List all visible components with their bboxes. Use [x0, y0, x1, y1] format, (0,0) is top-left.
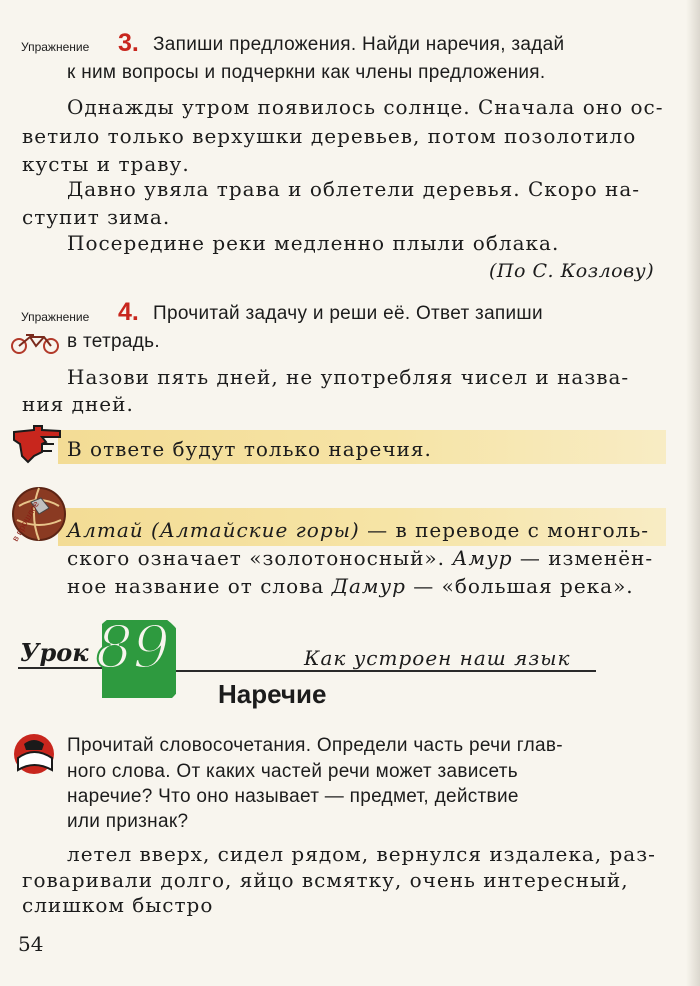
bicycle-icon [10, 332, 60, 354]
geo-note-line-1 [67, 518, 649, 542]
lesson-title: Наречие [218, 679, 327, 709]
main-task-line-2: ного слова. От каких частей речи может зависеть [67, 761, 518, 782]
pointing-hand-icon [12, 422, 64, 464]
main-task-line-4: или признак? [67, 811, 189, 832]
exercise-3-text-line-4: Давно увяла трава и облетели деревья. Скоро на- [67, 177, 641, 201]
geo-note-amur: Амур [452, 546, 513, 570]
exercise-4-label: Упражнение [21, 310, 90, 324]
exercise-3-number: 3. [118, 29, 139, 57]
geo-note-line-2-post: — изменён- [512, 546, 654, 570]
lesson-label: Урок [20, 638, 89, 667]
lesson-number: 89 [96, 613, 170, 681]
exercise-3-source: (По С. Козлову) [489, 260, 655, 282]
exercise-3-text-line-3: кусты и траву. [22, 152, 190, 176]
exercise-4-text-line-2: ния дней. [22, 392, 134, 416]
lesson-rule-left [18, 667, 104, 669]
page-edge-shadow [686, 0, 700, 986]
geo-note-damur: Дамур [331, 574, 406, 598]
reading-person-icon [12, 730, 58, 782]
exercise-3-text-line-6: Посередине реки медленно плыли облака. [67, 231, 560, 255]
exercise-4-task-line-1: Прочитай задачу и реши её. Ответ запиши [153, 303, 543, 324]
history-badge-label: в прошлое [10, 499, 42, 543]
exercise-3-task-line-2: к ним вопросы и подчеркни как члены предложения. [67, 62, 546, 83]
main-task-line-3: наречие? Что оно называет — предмет, действие [67, 786, 519, 807]
hint-text: В ответе будут только наречия. [67, 437, 432, 461]
main-text-line-2: говаривали долго, яйцо всмятку, очень интересный, [22, 868, 629, 892]
exercise-3-text-line-2: ветило только верхушки деревьев, потом позолотило [22, 124, 637, 148]
exercise-4-number: 4. [118, 298, 139, 326]
exercise-3-task-line-1: Запиши предложения. Найди наречия, задай [153, 34, 565, 55]
geo-note-line-1-rest: — в переводе с монголь- [359, 518, 650, 542]
geo-note-line-3-post: — «большая река». [405, 574, 634, 598]
exercise-3-text-line-1: Однажды утром появилось солнце. Сначала оно ос- [67, 95, 664, 119]
main-task-line-1: Прочитай словосочетания. Определи часть речи глав- [67, 735, 563, 756]
lesson-rule-right [176, 670, 596, 672]
exercise-4-text-line-1: Назови пять дней, не употребляя чисел и назва- [67, 365, 630, 389]
geo-note-line-3 [67, 574, 634, 598]
main-text-line-1: летел вверх, сидел рядом, вернулся издалека, раз- [67, 842, 656, 866]
page-number: 54 [18, 932, 44, 956]
exercise-3-label: Упражнение [21, 40, 90, 54]
lesson-section-title: Как устроен наш язык [304, 646, 571, 670]
geo-note-altai: Алтай (Алтайские горы) [67, 518, 360, 542]
exercise-4-task-line-2: в тетрадь. [67, 331, 160, 352]
main-text-line-3: слишком быстро [22, 893, 214, 917]
geo-note-line-3-pre: ное название от слова [67, 574, 332, 598]
exercise-3-text-line-5: ступит зима. [22, 205, 171, 229]
geo-note-line-2-pre: ского означает «золотоносный». [67, 546, 453, 570]
geo-note-line-2 [67, 546, 653, 570]
